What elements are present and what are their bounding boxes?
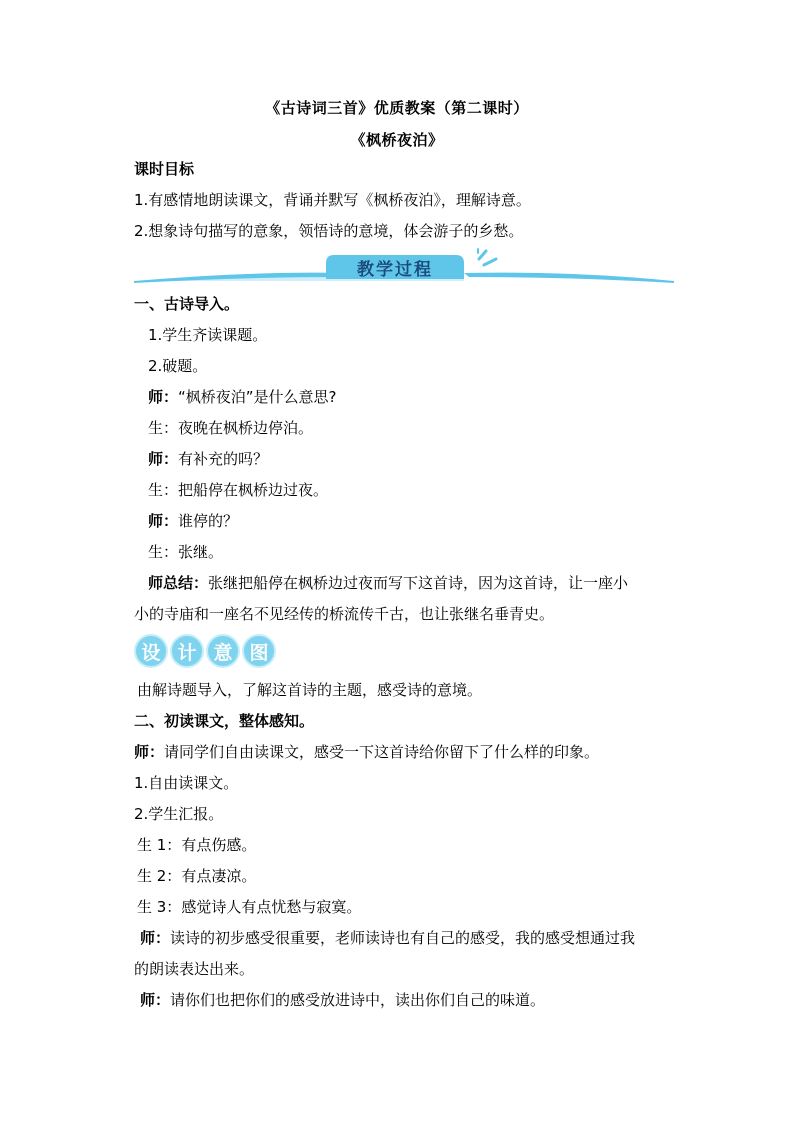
- student-response: [137, 835, 256, 855]
- speaker-label: 师：: [134, 743, 165, 761]
- speaker-label: 师：: [148, 388, 179, 406]
- dialogue-text: 有点伤感。: [181, 836, 257, 854]
- dialogue-line: [148, 449, 268, 469]
- dialogue-line: [148, 480, 328, 500]
- badge-char: 意: [206, 634, 240, 668]
- dialogue-text: 谁停的？: [178, 512, 239, 530]
- badge-char: 图: [242, 634, 276, 668]
- dialogue-line: [148, 542, 223, 562]
- section1-step2: 2.破题。: [148, 357, 208, 375]
- dialogue-text: 张继。: [178, 543, 224, 561]
- goals-heading: 课时目标: [134, 160, 195, 178]
- document-subtitle: 《枫桥夜泊》: [350, 131, 444, 149]
- speaker-label: 生 3：: [137, 898, 182, 916]
- dialogue-text: 有点凄凉。: [181, 867, 257, 885]
- dialogue-line: [148, 511, 238, 531]
- dialogue-text: 感觉诗人有点忧愁与寂寞。: [181, 898, 362, 916]
- section1-heading: 一、古诗导入。: [134, 295, 240, 313]
- document-title: 《古诗词三首》优质教案（第二课时）: [265, 99, 529, 117]
- dialogue-text: 读诗的初步感受很重要，老师读诗也有自己的感受，我的感受想通过我: [170, 929, 636, 947]
- badge-char: 设: [134, 634, 168, 668]
- speaker-label: 师：: [140, 929, 171, 947]
- teacher-remark-line1: [140, 928, 635, 948]
- teacher-summary-line1: [148, 573, 628, 593]
- design-intent-text: 由解诗题导入，了解这首诗的主题，感受诗的意境。: [137, 681, 483, 699]
- badge-char: 计: [170, 634, 204, 668]
- teacher-remark-final: [140, 990, 545, 1010]
- speaker-label: 生 1：: [137, 836, 182, 854]
- student-response: [137, 897, 361, 917]
- section-banner: [134, 247, 674, 287]
- speaker-label: 师：: [148, 450, 179, 468]
- speaker-label: 师：: [148, 512, 179, 530]
- dialogue-line: [148, 418, 313, 438]
- speaker-label: 生：: [148, 481, 179, 499]
- teacher-remark-line2: 的朗读表达出来。: [134, 960, 255, 978]
- speaker-label: 生：: [148, 419, 179, 437]
- dialogue-text: 把船停在枫桥边过夜。: [178, 481, 329, 499]
- dialogue-text: 请你们也把你们的感受放进诗中，读出你们自己的味道。: [170, 991, 546, 1009]
- sparkle-icon: [478, 249, 496, 265]
- dialogue-text: 夜晚在枫桥边停泊。: [178, 419, 314, 437]
- design-intent-badge: [134, 634, 276, 668]
- section2-step1: 1.自由读课文。: [134, 774, 239, 792]
- speaker-label: 师总结：: [148, 574, 209, 592]
- speaker-label: 生 2：: [137, 867, 182, 885]
- dialogue-line: [148, 387, 337, 407]
- section2-heading: 二、初读课文，整体感知。: [134, 712, 315, 730]
- speaker-label: 师：: [140, 991, 171, 1009]
- dialogue-text: 张继把船停在枫桥边过夜而写下这首诗，因为这首诗，让一座小: [208, 574, 629, 592]
- student-response: [137, 866, 256, 886]
- goal-item-1: 1.有感情地朗读课文，背诵并默写《枫桥夜泊》，理解诗意。: [134, 191, 531, 209]
- dialogue-text: “枫桥夜泊”是什么意思?: [178, 388, 337, 406]
- dialogue-text: 请同学们自由读课文，感受一下这首诗给你留下了什么样的印象。: [164, 743, 600, 761]
- dialogue-text: 有补充的吗？: [178, 450, 269, 468]
- goal-item-2: 2.想象诗句描写的意象，领悟诗的意境，体会游子的乡愁。: [134, 222, 524, 240]
- section1-step1: 1.学生齐读课题。: [148, 326, 268, 344]
- speaker-label: 生：: [148, 543, 179, 561]
- teacher-summary-line2: 小的寺庙和一座名不见经传的桥流传千古，也让张继名垂青史。: [134, 605, 555, 623]
- section2-step2: 2.学生汇报。: [134, 805, 224, 823]
- teacher-instruction: [134, 742, 599, 762]
- banner-label: 教学过程: [357, 259, 433, 280]
